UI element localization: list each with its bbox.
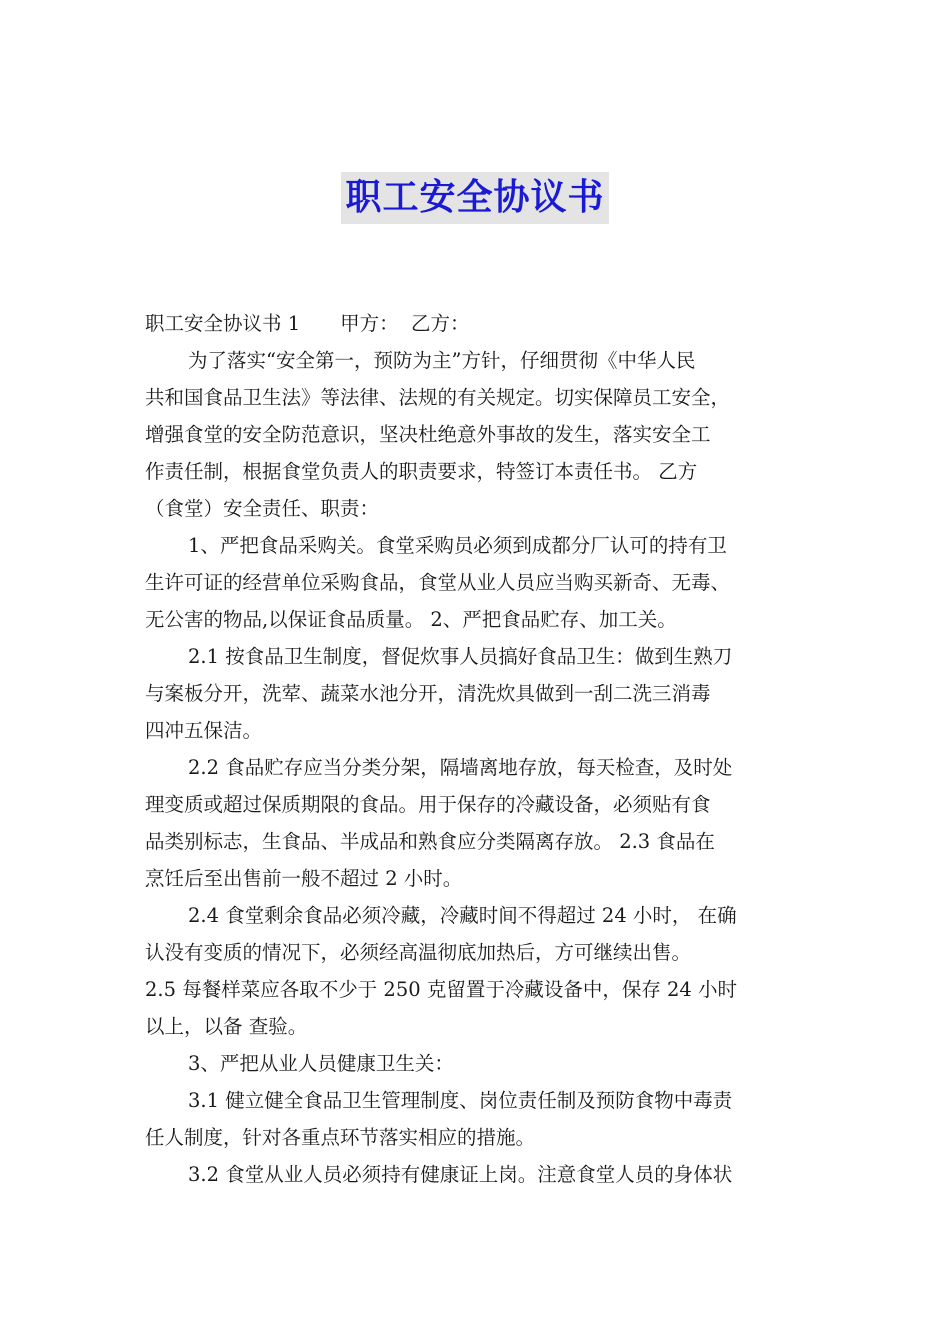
body-line: 品类别标志，生食品、半成品和熟食应分类隔离存放。 2.3 食品在 <box>145 830 715 853</box>
body-line: 以上，以备 查验。 <box>145 1015 308 1038</box>
body-line: 2.5 每餐样菜应各取不少于 250 克留置于冷藏设备中，保存 24 小时 <box>145 978 738 1001</box>
party-a-label: 甲方： <box>340 312 399 335</box>
body-line: 2.1 按食品卫生制度，督促炊事人员搞好食品卫生：做到生熟刀 <box>188 645 733 668</box>
title-container <box>0 172 950 224</box>
body-line: 为了落实“安全第一，预防为主”方针，仔细贯彻《中华人民 <box>188 349 696 372</box>
body-line: 任人制度，针对各重点环节落实相应的措施。 <box>145 1126 536 1149</box>
body-line: 2.4 食堂剩余食品必须冷藏，冷藏时间不得超过 24 小时， 在确 <box>188 904 737 927</box>
body-line: 与案板分开，洗荤、蔬菜水池分开，清洗炊具做到一刮二洗三消毒 <box>145 682 711 705</box>
party-b-label: 乙方： <box>411 312 470 335</box>
body-line: 烹饪后至出售前一般不超过 2 小时。 <box>145 867 463 890</box>
body-line: 理变质或超过保质期限的食品。用于保存的冷藏设备，必须贴有食 <box>145 793 711 816</box>
body-line: 生许可证的经营单位采购食品，食堂从业人员应当购买新奇、无毒、 <box>145 571 731 594</box>
body-line: 作责任制，根据食堂负责人的职责要求，特签订本责任书。 乙方 <box>145 460 698 483</box>
document-body <box>145 305 810 1193</box>
body-line: 3、严把从业人员健康卫生关： <box>188 1052 454 1075</box>
body-line: 认没有变质的情况下，必须经高温彻底加热后，方可继续出售。 <box>145 941 692 964</box>
body-line: 3.2 食堂从业人员必须持有健康证上岗。注意食堂人员的身体状 <box>188 1163 733 1186</box>
body-line: 增强食堂的安全防范意识，坚决杜绝意外事故的发生，落实安全工 <box>145 423 711 446</box>
body-line: 四冲五保洁。 <box>145 719 263 742</box>
header-line <box>145 305 810 342</box>
body-line: 无公害的物品,以保证食品质量。 2、严把食品贮存、加工关。 <box>145 608 677 631</box>
document-title: 职工安全协议书 <box>341 172 608 224</box>
agreement-name: 职工安全协议书 1 <box>145 312 301 335</box>
body-line: 2.2 食品贮存应当分类分架，隔墙离地存放，每天检查，及时处 <box>188 756 733 779</box>
body-line: 3.1 健立健全食品卫生管理制度、岗位责任制及预防食物中毒责 <box>188 1089 733 1112</box>
body-line: （食堂）安全责任、职责： <box>145 497 380 520</box>
body-line: 共和国食品卫生法》等法律、法规的有关规定。切实保障员工安全， <box>145 386 731 409</box>
body-line: 1、严把食品采购关。食堂采购员必须到成都分厂认可的持有卫 <box>188 534 727 557</box>
